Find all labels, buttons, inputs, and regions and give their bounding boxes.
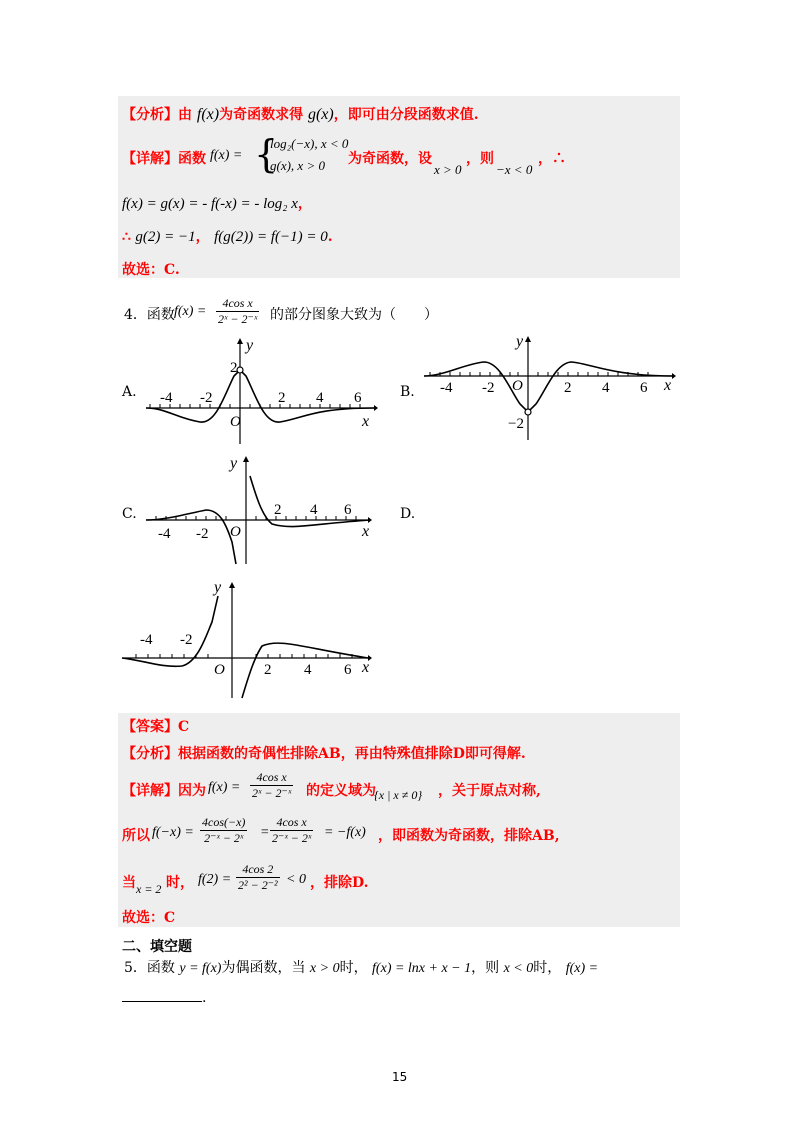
x-label: x xyxy=(362,659,370,676)
tick-label: -2 xyxy=(482,380,495,396)
y-arrow xyxy=(229,582,235,588)
result-line-q3: ∴ g(2) = −1， f(g(2)) = f(−1) = 0. xyxy=(122,229,333,245)
detail-fraction: $\frac{\text{4cos x}}{\text{2ˣ − 2⁻ˣ}}$ xyxy=(252,770,292,800)
tick-label: -4 xyxy=(158,526,171,542)
x-label: x xyxy=(362,413,370,430)
graph-c xyxy=(146,452,378,568)
answer-blank-q5[interactable]: . xyxy=(122,990,206,1006)
tick-label: 4 xyxy=(310,502,318,518)
derivation-line-q3: f(x) = g(x) = - f(-x) = - log₂ x， xyxy=(122,196,312,212)
y-label: y xyxy=(516,334,524,350)
x-ticks xyxy=(156,516,356,520)
origin-label: O xyxy=(214,662,225,678)
tick-label: -4 xyxy=(160,390,173,406)
q4-fraction: $\frac{\text{4cos x}}{\text{2ˣ − 2⁻ˣ}}$ xyxy=(218,296,258,326)
tick-label: 2 xyxy=(274,502,282,518)
brace: { xyxy=(254,132,279,176)
x-arrow xyxy=(374,405,378,411)
tick-label: -2 xyxy=(200,390,213,406)
tick-label: 2 xyxy=(264,662,272,678)
tick-label: 2 xyxy=(278,390,286,406)
tick-label: 6 xyxy=(354,390,362,406)
page-number: 15 xyxy=(392,1070,408,1084)
open-point xyxy=(525,409,531,415)
y-label: y xyxy=(246,337,254,354)
curve xyxy=(146,370,374,422)
question-5: 5．函数 y = f(x)为偶函数，当 x > 0时， f(x) = lnx + x − 1，则 x < 0时， f(x) = xyxy=(124,960,599,976)
option-b-label: B. xyxy=(400,384,415,400)
tick-label: 6 xyxy=(640,380,648,396)
tick-label: -4 xyxy=(440,380,453,396)
tick-label: -2 xyxy=(196,526,209,542)
y-arrow xyxy=(525,336,531,342)
derivation-fraction-1: $\frac{4\cos(-x)}{\text{2⁻ˣ − 2ˣ}}$ xyxy=(202,815,246,845)
x-label: x xyxy=(664,377,672,394)
x-ticks xyxy=(150,404,360,408)
origin-label: O xyxy=(512,378,523,394)
tick-label: 4 xyxy=(304,662,312,678)
origin-label: O xyxy=(230,414,241,430)
derivation-fraction-2: $\frac{\text{4cos x}}{\text{2⁻ˣ − 2ˣ}}$ xyxy=(272,815,312,845)
open-point xyxy=(237,367,243,373)
value-label: 2 xyxy=(230,360,238,376)
answer-line-q4: 【答案】C xyxy=(122,719,190,735)
curve xyxy=(424,362,674,412)
tick-label: -4 xyxy=(140,632,153,648)
tick-label: 2 xyxy=(564,380,572,396)
graph-d xyxy=(122,574,378,702)
answer-line-q3: 故选：C. xyxy=(122,262,180,278)
tick-label: -2 xyxy=(180,632,193,648)
x-label: x xyxy=(362,523,370,540)
section-title: 二、填空题 xyxy=(122,939,192,955)
tick-label: 4 xyxy=(602,380,610,396)
answer-choice-q4: 故选：C xyxy=(122,910,176,926)
analysis-line-q3: 【分析】由 f(x)为奇函数求得 g(x)，即可由分段函数求值. xyxy=(122,106,479,123)
option-c-label: C. xyxy=(122,506,137,522)
graph-a xyxy=(146,336,378,446)
origin-label: O xyxy=(230,524,241,540)
tick-label: 4 xyxy=(316,390,324,406)
y-label: y xyxy=(230,455,238,472)
x-ticks xyxy=(430,372,648,376)
option-a-label: A. xyxy=(122,384,137,400)
blank-line[interactable] xyxy=(122,1001,202,1002)
page: 【分析】由 f(x)为奇函数求得 g(x)，即可由分段函数求值. 【详解】 函数 f(x) = { log₂(−x), x < 0 g(x), x > 0 为奇函数，设 x > 0 ，则 −x < 0 ，∴ f(x) = g(x) = - f(-x) = - log₂ x， ∴ g(2) = −1， f(g(2)) = f(−1) = 0. 故选：C. 4．函数 f(x) = $\frac{\text{4cos x}}{\text{2ˣ − 2⁻ˣ}}$ 的部分图象大致为（ ） A. B. C. D. -4 -2 2 4 6 2 O x y -4 -2 2 4 6 −2 O x y -4 -2 2 4 6 O x y -4 -2 2 4 6 O x y 【答案】C 【分析】根据函数的奇偶性排除AB，再由特殊值排除D即可得解. 【详解】 因为 f(x) = $\frac{\text{4cos x}}{\text{2ˣ − 2⁻ˣ}}$ 的定义域为 {x | x ≠ 0} ，关于原点对称, 所以 f(−x) = $\frac{4\cos(-x)}{\text{2⁻ˣ − 2ˣ}}$ = $\frac{\text{4cos x}}{\text{2⁻ˣ − 2ˣ}}$ = −f(x) ，即函数为奇函数，排除AB, 当 x = 2 时， f(2) = $\frac{4\cos 2}{\text{2² − 2⁻²}}$ < 0 ，排除D. 故选：C 二、填空题 5．函数 y = f(x)为偶函数，当 x > 0时， f(x) = lnx + x − 1，则 x < 0时， f(x) = . 15 xyxy=(0,0,800,1132)
value-label: −2 xyxy=(508,416,524,432)
special-value-fraction: $\frac{4\cos 2}{\text{2² − 2⁻²}}$ xyxy=(238,862,278,892)
tick-label: 6 xyxy=(344,502,352,518)
tick-label: 6 xyxy=(344,662,352,678)
option-d-label: D. xyxy=(400,506,416,522)
graph-b xyxy=(424,334,682,444)
y-arrow xyxy=(237,338,243,344)
y-arrow xyxy=(243,456,249,462)
y-label: y xyxy=(214,579,222,596)
analysis-line-q4: 【分析】根据函数的奇偶性排除AB，再由特殊值排除D即可得解. xyxy=(122,746,526,762)
